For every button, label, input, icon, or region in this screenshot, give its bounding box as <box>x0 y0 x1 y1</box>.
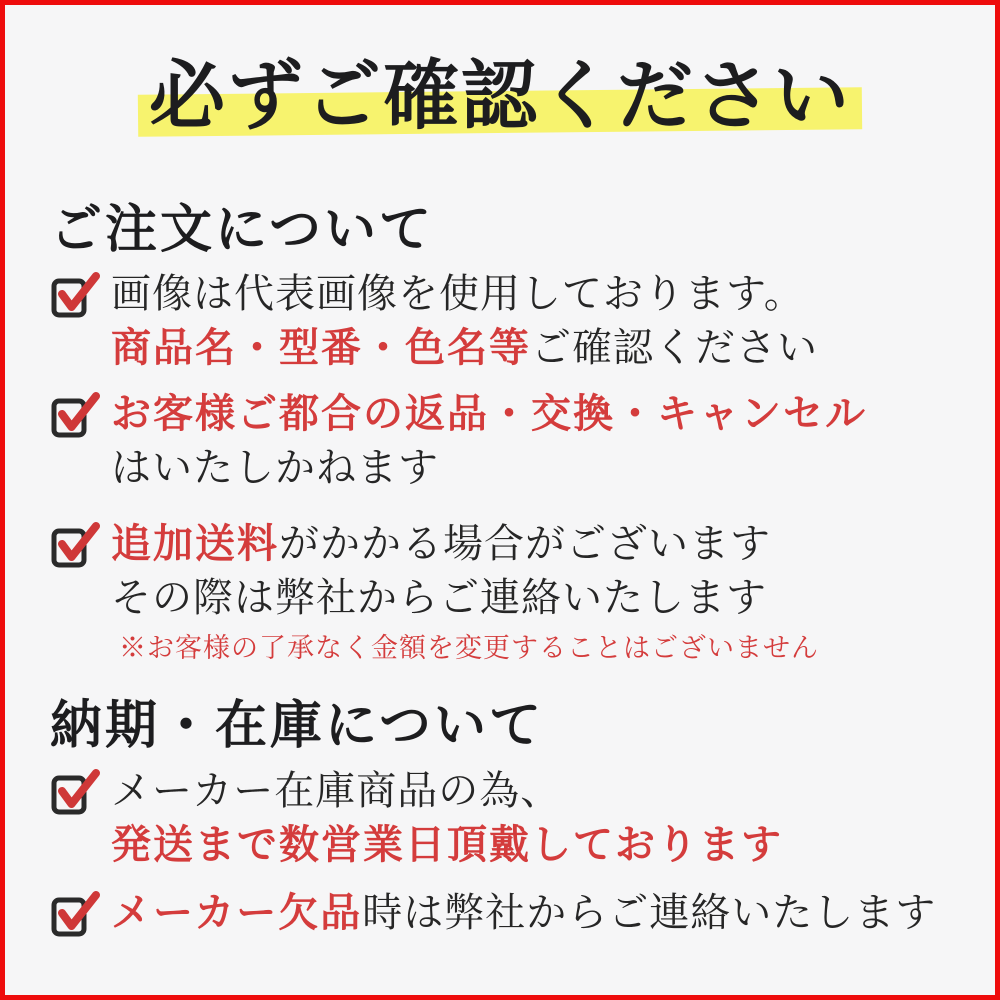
item-text <box>111 517 819 664</box>
text-run: その際は弊社からご連絡いたします <box>111 575 767 620</box>
text-run-emphasis: メーカー欠品 <box>111 890 363 935</box>
text-run-emphasis: 追加送料 <box>111 521 279 566</box>
item-text <box>111 267 818 375</box>
page-title: 必ずご確認ください <box>149 55 851 139</box>
text-run-emphasis: 商品名・型番・色名等 <box>111 325 531 370</box>
item-line <box>111 441 867 495</box>
text-run: はいたしかねます <box>111 445 439 490</box>
text-run: がかかる場合がございます <box>279 521 771 566</box>
item-line <box>111 321 818 375</box>
list-item <box>51 886 936 940</box>
section-heading-stock: 納期・在庫について <box>50 698 544 755</box>
checkbox-checked-icon <box>51 389 101 439</box>
item-line <box>111 517 819 571</box>
item-text <box>111 764 783 872</box>
item-text <box>111 886 936 940</box>
item-line <box>111 818 783 872</box>
list-item <box>51 517 819 664</box>
text-run: メーカー在庫商品の為、 <box>111 768 562 813</box>
checkbox-checked-icon <box>51 269 101 319</box>
list-item <box>51 267 818 375</box>
item-text <box>111 387 867 495</box>
list-item <box>51 764 783 872</box>
item-line <box>111 387 867 441</box>
text-run: 画像は代表画像を使用しております。 <box>111 271 805 316</box>
list-item <box>51 387 867 495</box>
item-line <box>111 267 818 321</box>
checkbox-checked-icon <box>51 519 101 569</box>
item-line <box>111 886 936 940</box>
text-run: ご確認ください <box>531 325 818 370</box>
checkbox-checked-icon <box>51 888 101 938</box>
item-line <box>111 764 783 818</box>
section-heading-order: ご注文について <box>50 202 434 259</box>
text-run-emphasis: 発送まで数営業日頂戴しております <box>111 822 783 867</box>
item-line <box>111 571 819 625</box>
text-run-emphasis: お客様ご都合の返品・交換・キャンセル <box>111 391 867 436</box>
text-run: 時は弊社からご連絡いたします <box>362 890 937 935</box>
checkbox-checked-icon <box>51 766 101 816</box>
item-footnote: ※お客様の了承なく金額を変更することはございません <box>119 633 819 663</box>
page-title-block <box>5 45 995 155</box>
